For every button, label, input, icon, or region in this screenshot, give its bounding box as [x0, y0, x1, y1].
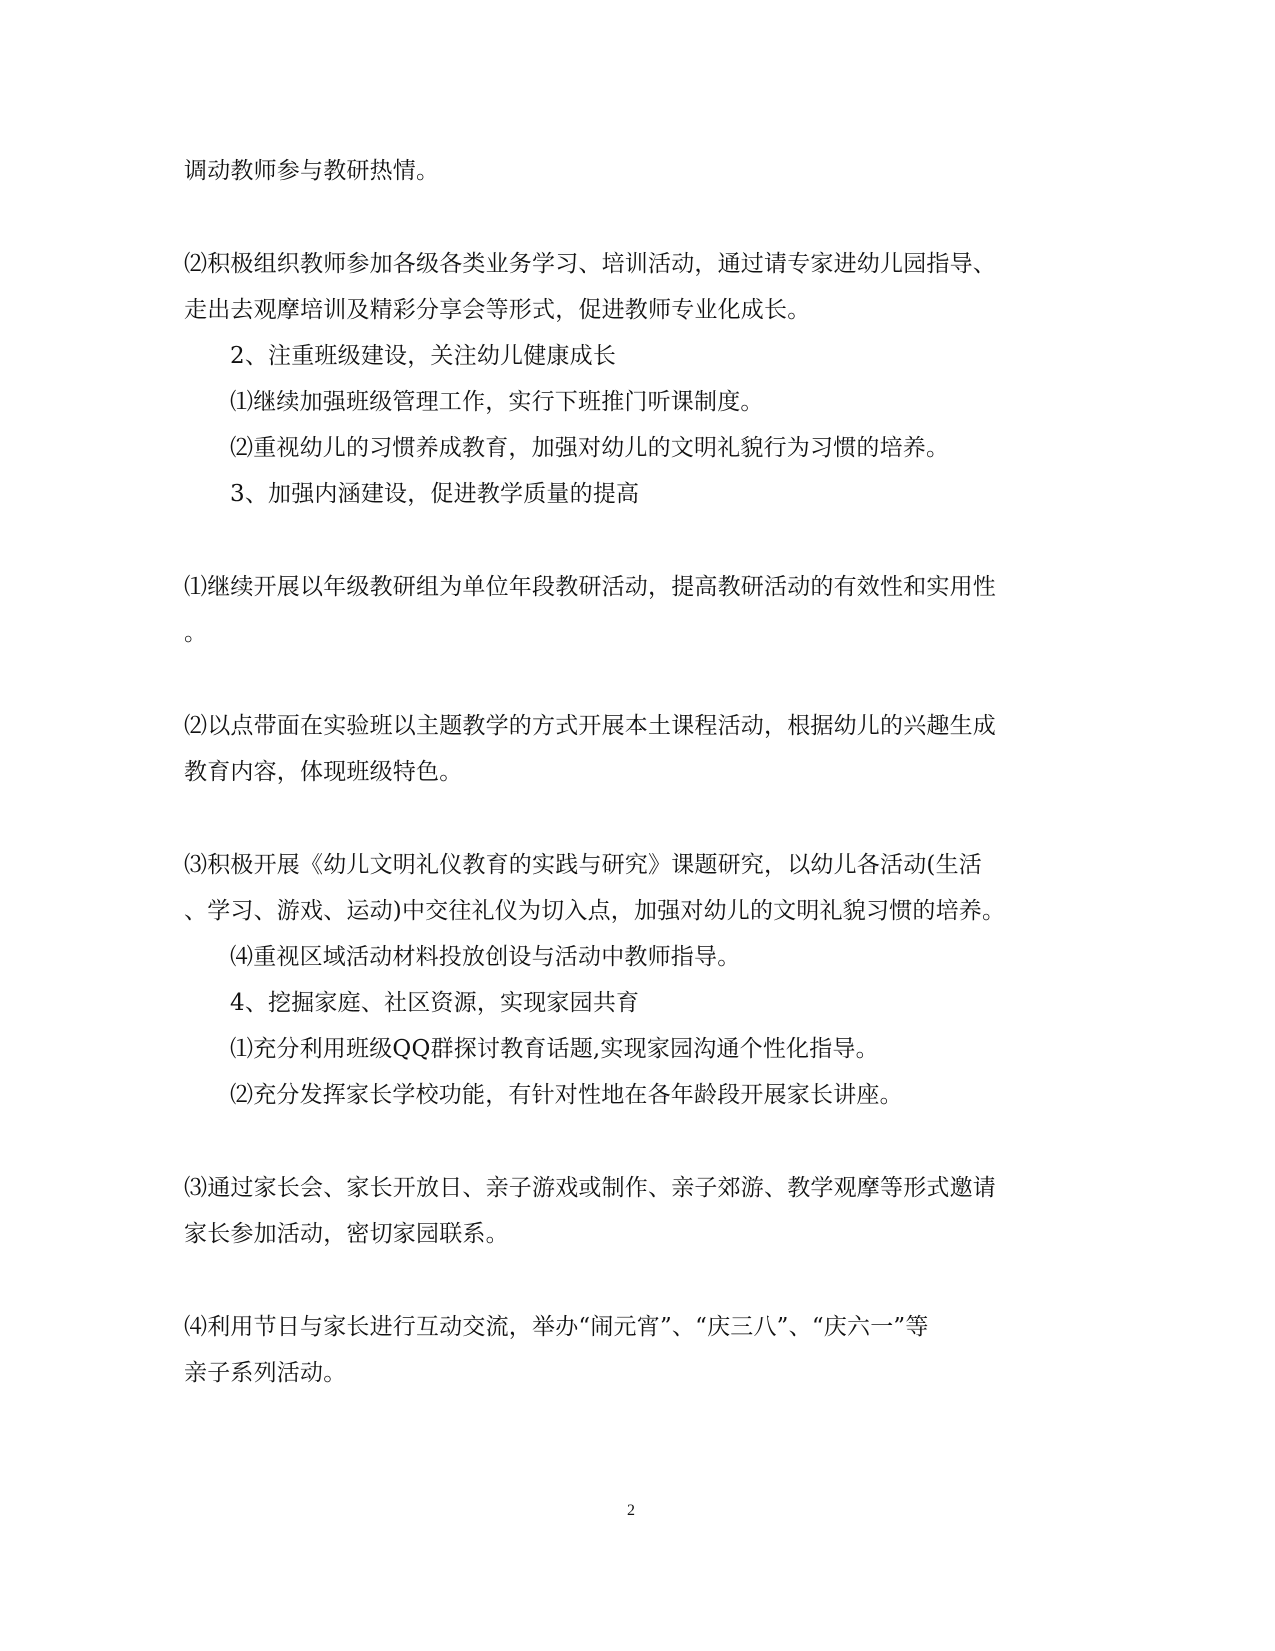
section-heading: 2、注重班级建设，关注幼儿健康成长 — [230, 343, 617, 369]
text-line: ⑶通过家长会、家长开放日、亲子游戏或制作、亲子郊游、教学观摩等形式邀请 — [184, 1175, 996, 1201]
text-line: 。 — [184, 620, 208, 646]
text-line: 教育内容，体现班级特色。 — [184, 759, 463, 785]
text-line: ⑴继续开展以年级教研组为单位年段教研活动，提高教研活动的有效性和实用性 — [184, 574, 996, 600]
text-line: ⑶积极开展《幼儿文明礼仪教育的实践与研究》课题研究，以幼儿各活动(生活 — [184, 852, 982, 878]
text-line: ⑵充分发挥家长学校功能，有针对性地在各年龄段开展家长讲座。 — [230, 1082, 903, 1108]
page-number: 2 — [627, 1502, 635, 1519]
section-heading: 3、加强内涵建设，促进教学质量的提高 — [230, 481, 640, 507]
text-line: ⑵以点带面在实验班以主题教学的方式开展本土课程活动，根据幼儿的兴趣生成 — [184, 713, 996, 739]
text-line: 调动教师参与教研热情。 — [184, 158, 440, 184]
text-line: ⑵积极组织教师参加各级各类业务学习、培训活动，通过请专家进幼儿园指导、 — [184, 251, 996, 277]
text-line: ⑵重视幼儿的习惯养成教育，加强对幼儿的文明礼貌行为习惯的培养。 — [230, 435, 950, 461]
section-heading: 4、挖掘家庭、社区资源，实现家园共育 — [230, 990, 640, 1016]
text-line: ⑴充分利用班级QQ群探讨教育话题,实现家园沟通个性化指导。 — [230, 1036, 879, 1062]
text-line: ⑷利用节日与家长进行互动交流，举办“闹元宵”、“庆三八”、“庆六一”等 — [184, 1314, 929, 1340]
text-line: 亲子系列活动。 — [184, 1360, 347, 1386]
text-line: ⑷重视区域活动材料投放创设与活动中教师指导。 — [230, 944, 741, 970]
text-line: 、学习、游戏、运动)中交往礼仪为切入点，加强对幼儿的文明礼貌习惯的培养。 — [184, 898, 1006, 924]
text-line: 家长参加活动，密切家园联系。 — [184, 1221, 509, 1247]
text-line: ⑴继续加强班级管理工作，实行下班推门听课制度。 — [230, 389, 764, 415]
text-line: 走出去观摩培训及精彩分享会等形式，促进教师专业化成长。 — [184, 297, 811, 323]
